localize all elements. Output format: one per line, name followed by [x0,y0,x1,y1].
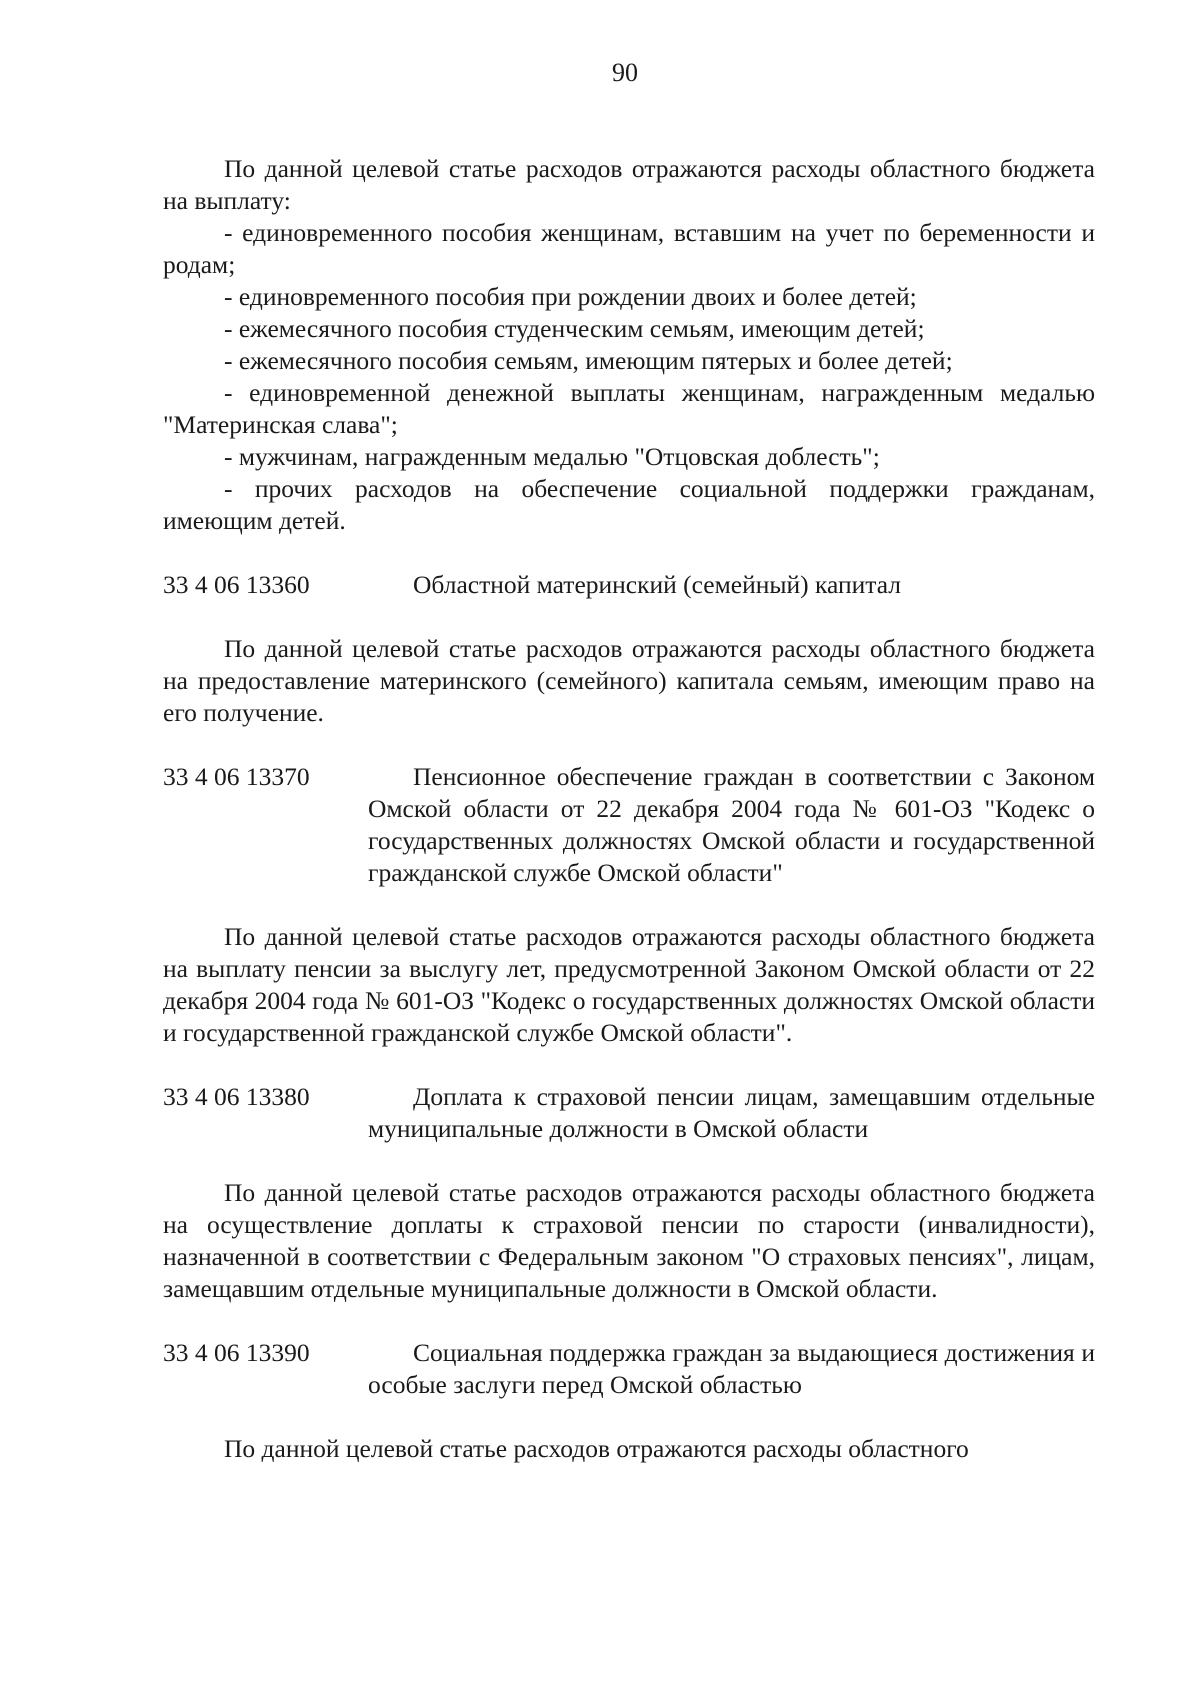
list-item: - прочих расходов на обеспечение социальной поддержки гражданам, имеющим детей. [163,474,1095,535]
list-item: - единовременной денежной выплаты женщинам, награжденным медалью "Материнская слава"; [163,378,1095,439]
list-item: - единовременного пособия при рождении двоих и более детей; [224,282,917,311]
budget-code: 33 4 06 13360 [163,570,310,599]
section-paragraph: По данной целевой статье расходов отражаются расходы областного бюджета на предоставление материнского (семейного) капитала семьям, имеющим право на его получение. [163,634,1095,727]
list-item: - единовременного пособия женщинам, вставшим на учет по беременности и родам; [163,218,1095,279]
section-heading [163,569,1095,601]
list-item: - ежемесячного пособия студенческим семьям, имеющим детей; [224,314,925,343]
section-paragraph: По данной целевой статье расходов отражаются расходы областного бюджета на выплату пенсии за выслугу лет, предусмотренной Законом Омской области от 22 декабря 2004 года № 601-ОЗ "Кодекс о государственных должностях Омской области и государственной гражданской службе Омской области". [163,922,1095,1047]
budget-code: 33 4 06 13380 [163,1082,310,1111]
budget-code: 33 4 06 13370 [163,762,310,791]
list-item: - мужчинам, награжденным медалью "Отцовская доблесть"; [224,442,880,471]
section-title: Областной материнский (семейный) капитал [413,570,902,599]
page-number: 90 [612,58,638,87]
section-title: Пенсионное обеспечение граждан в соответствии с Законом Омской области от 22 декабря 2004 года № 601-ОЗ "Кодекс о государственных должностях Омской области и государственной гражданской службе Омской области" [368,762,1095,887]
section-heading [163,1081,1095,1145]
budget-code: 33 4 06 13390 [163,1338,310,1367]
section-title: Доплата к страховой пенсии лицам, замещавшим отдельные муниципальные должности в Омской области [368,1082,1095,1143]
section-heading [163,1337,1095,1401]
list-item: - ежемесячного пособия семьям, имеющим пятерых и более детей; [224,346,953,375]
section-heading [163,761,1095,889]
section-paragraph: По данной целевой статье расходов отражаются расходы областного [224,1434,969,1463]
intro-paragraph: По данной целевой статье расходов отражаются расходы областного бюджета на выплату: [163,154,1095,215]
section-paragraph: По данной целевой статье расходов отражаются расходы областного бюджета на осуществление доплаты к страховой пенсии по старости (инвалидности), назначенной в соответствии с Федеральным законом "О страховых пенсиях", лицам, замещавшим отдельные муниципальные должности в Омской области. [163,1178,1095,1303]
document-body [163,153,1095,1465]
section-title: Социальная поддержка граждан за выдающиеся достижения и особые заслуги перед Омской областью [368,1338,1095,1399]
